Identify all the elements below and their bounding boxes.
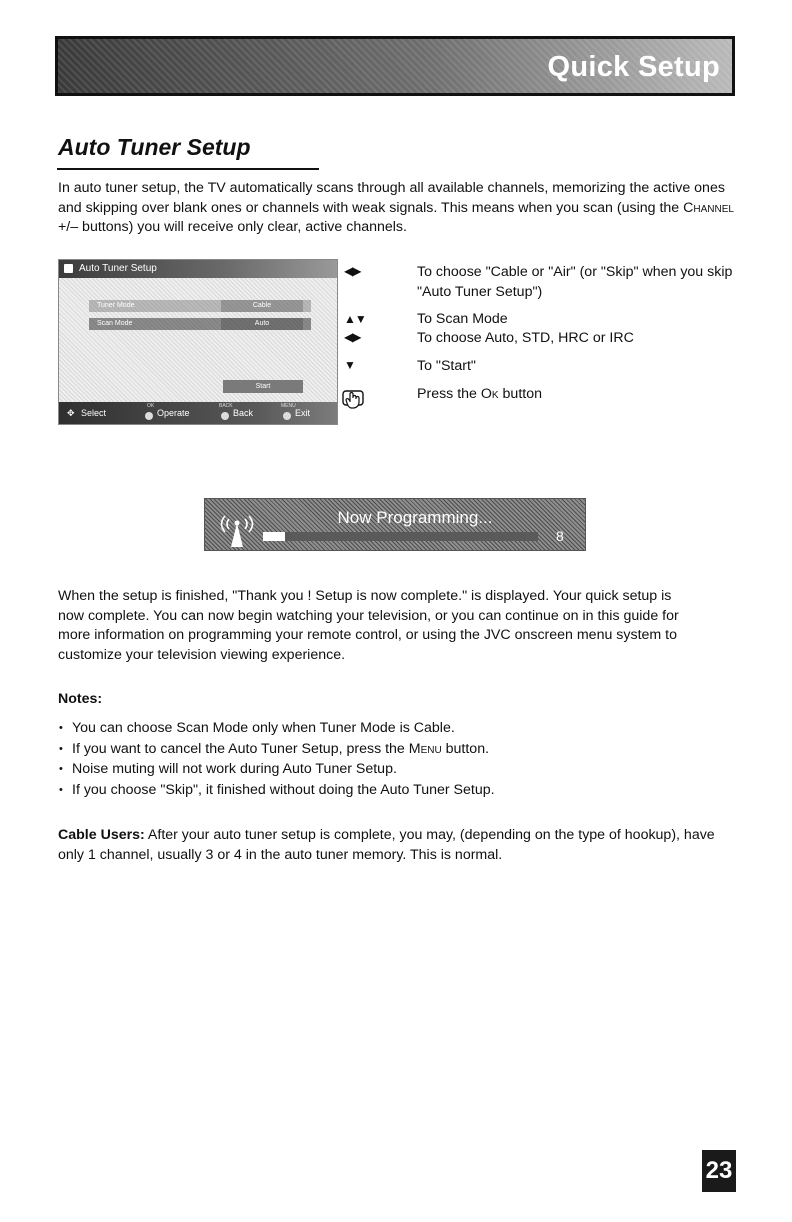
completion-paragraph: When the setup is finished, "Thank you ! Setup is now complete." is displayed. Your quick setup is now complete. You can now begin watching your television, or you can continue on in this guide for more information on programming your remote control, or using the JVC onscreen menu system to customize your television viewing experience.: [58, 588, 679, 663]
progress-bar: [263, 532, 538, 541]
footer-operate: Operate: [157, 408, 190, 418]
notes-list: [58, 718, 495, 800]
cable-users-label: Cable Users:: [58, 827, 145, 843]
menu-row-scan-mode: Scan Mode Auto: [89, 318, 311, 330]
list-item: • If you want to cancel the Auto Tuner Setup, press the Menu button.: [58, 739, 495, 760]
menu-row-tuner-mode: Tuner Mode Cable: [89, 300, 311, 312]
instruction-press-ok: Press the Ok button: [417, 386, 542, 402]
back-button-icon: [221, 412, 229, 420]
now-programming-screenshot: [204, 498, 586, 551]
footer-back: Back: [233, 408, 254, 418]
footer-back-small: BACK: [219, 403, 233, 409]
up-down-arrows-icon: ▲▼: [344, 312, 366, 326]
left-right-arrows-icon: ◀▶: [344, 330, 361, 344]
progress-bar-fill: [263, 532, 285, 541]
select-arrows-icon: ✥: [67, 408, 75, 418]
instruction-start: To "Start": [417, 358, 476, 374]
footer-exit: Exit: [295, 408, 311, 418]
banner-title: Quick Setup: [547, 51, 720, 83]
menu-key-text: Menu: [408, 740, 442, 757]
cable-users-paragraph: Cable Users: After your auto tuner setup is complete, you may, (depending on the type of hookup), have only 1 channel, usually 3 or 4 in the auto tuner memory. This is normal.: [58, 827, 715, 863]
down-arrow-icon: ▼: [344, 358, 355, 372]
footer-ok-small: OK: [147, 403, 155, 409]
hand-press-icon: [340, 385, 366, 411]
list-item: • If you choose "Skip", it finished without doing the Auto Tuner Setup.: [58, 780, 495, 801]
auto-tuner-menu-screenshot: [58, 259, 338, 425]
notes-heading: Notes:: [58, 691, 103, 707]
tv-icon: [64, 264, 73, 273]
title-underline: [57, 168, 319, 170]
section-banner: [55, 36, 735, 96]
menu-button-icon: [283, 412, 291, 420]
list-item: • Noise muting will not work during Auto Tuner Setup.: [58, 759, 495, 780]
ok-button-icon: [145, 412, 153, 420]
progress-channel-number: 8: [556, 528, 564, 544]
menu-footer: [59, 402, 337, 424]
instruction-scan-mode: To Scan Mode: [417, 311, 508, 327]
channel-key-text: Channel: [683, 199, 734, 216]
instruction-choose-cable-air: To choose "Cable or "Air" (or "Skip" when you skip "Auto Tuner Setup"): [417, 264, 733, 300]
menu-title-bar: [59, 260, 337, 278]
section-title: Auto Tuner Setup: [58, 134, 251, 160]
instruction-choose-auto: To choose Auto, STD, HRC or IRC: [417, 330, 634, 346]
footer-select: Select: [81, 408, 107, 418]
footer-menu-small: MENU: [281, 403, 296, 409]
menu-title: Auto Tuner Setup: [79, 263, 157, 274]
intro-paragraph: In auto tuner setup, the TV automatically scans through all available channels, memorizing the active ones and skipping over blank ones or channels with weak signals. This means when you scan (using the Channel +/– buttons) you will receive only clear, active channels.: [58, 180, 734, 235]
menu-start-button: Start: [223, 380, 303, 393]
left-right-arrows-icon: ◀▶: [344, 264, 361, 278]
progress-title: Now Programming...: [337, 508, 493, 527]
page-number: 23: [702, 1150, 736, 1192]
list-item: • You can choose Scan Mode only when Tuner Mode is Cable.: [58, 718, 495, 739]
